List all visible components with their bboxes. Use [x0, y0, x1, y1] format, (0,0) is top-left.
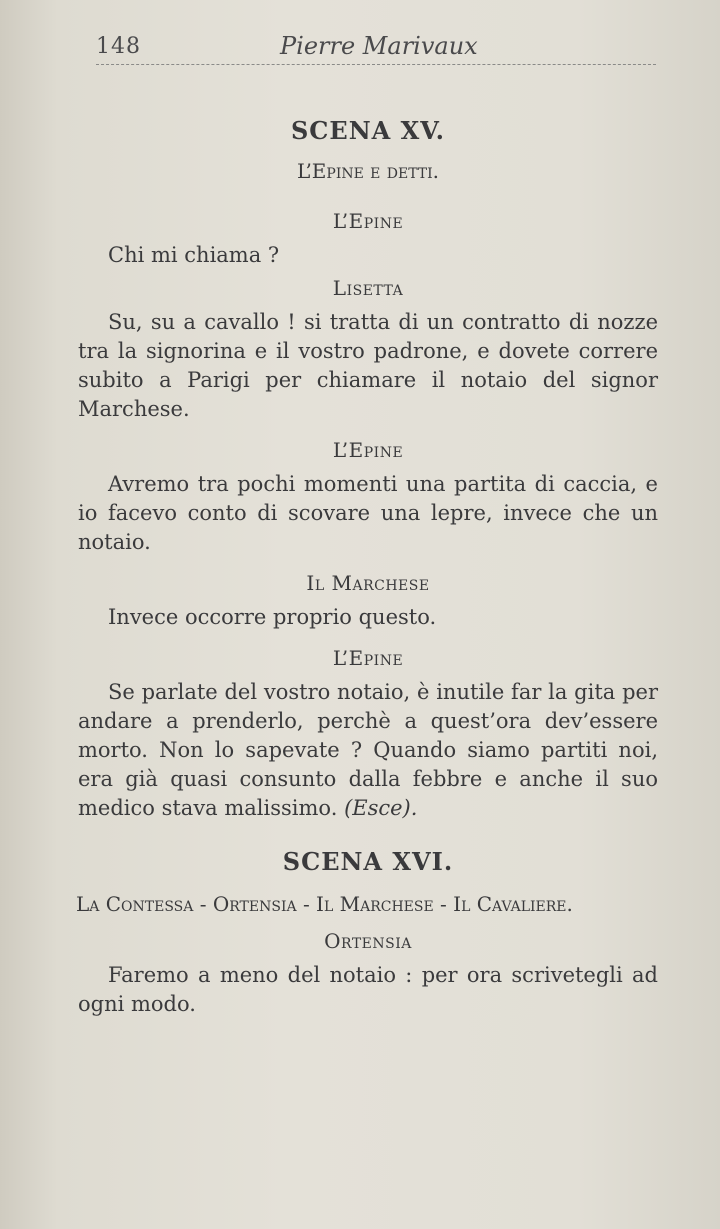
- speaker-name: L’Epine: [332, 209, 404, 233]
- header-rule: [96, 64, 656, 65]
- speech-text: Faremo a meno del notaio : per ora scrivetegli ad ogni modo.: [78, 963, 658, 1016]
- running-head: Pierre Marivaux: [280, 32, 478, 60]
- scene-title: SCENA XV.: [290, 116, 446, 145]
- speaker-name: Lisetta: [332, 276, 404, 300]
- speech-text: Chi mi chiama ?: [108, 243, 280, 267]
- speech-text: Avremo tra pochi momenti una partita di caccia, e io facevo conto di scovare una lepre, invece che un notaio.: [78, 472, 658, 554]
- stage-direction: (Esce).: [344, 796, 418, 820]
- speech-text: [78, 678, 658, 823]
- page-content: [78, 116, 658, 1019]
- speaker-name: Il Marchese: [306, 571, 430, 595]
- speech-text: Invece occorre proprio questo.: [108, 605, 437, 629]
- speaker-name: Ortensia: [324, 929, 412, 953]
- speech-body: Se parlate del vostro notaio, è inutile far la gita per andare a prenderlo, perchè a quest’ora dev’essere morto. Non lo sapevate ? Quando siamo partiti noi, era già quasi consunto dalla febbre e anche il suo medico stava malissimo.: [78, 680, 658, 820]
- scene-title: SCENA XVI.: [282, 847, 454, 876]
- page-header: [96, 30, 656, 66]
- speaker-name: L’Epine: [332, 438, 404, 462]
- page-number: 148: [96, 34, 141, 59]
- scene-cast: La Contessa - Ortensia - Il Marchese - Il Cavaliere.: [76, 892, 573, 916]
- speech-text: Su, su a cavallo ! si tratta di un contratto di nozze tra la signorina e il vostro padrone, e dovete correre subito a Parigi per chiamare il notaio del signor Marchese.: [78, 310, 658, 421]
- speaker-name: L’Epine: [332, 646, 404, 670]
- scene-characters: L’Epine e detti.: [296, 159, 440, 183]
